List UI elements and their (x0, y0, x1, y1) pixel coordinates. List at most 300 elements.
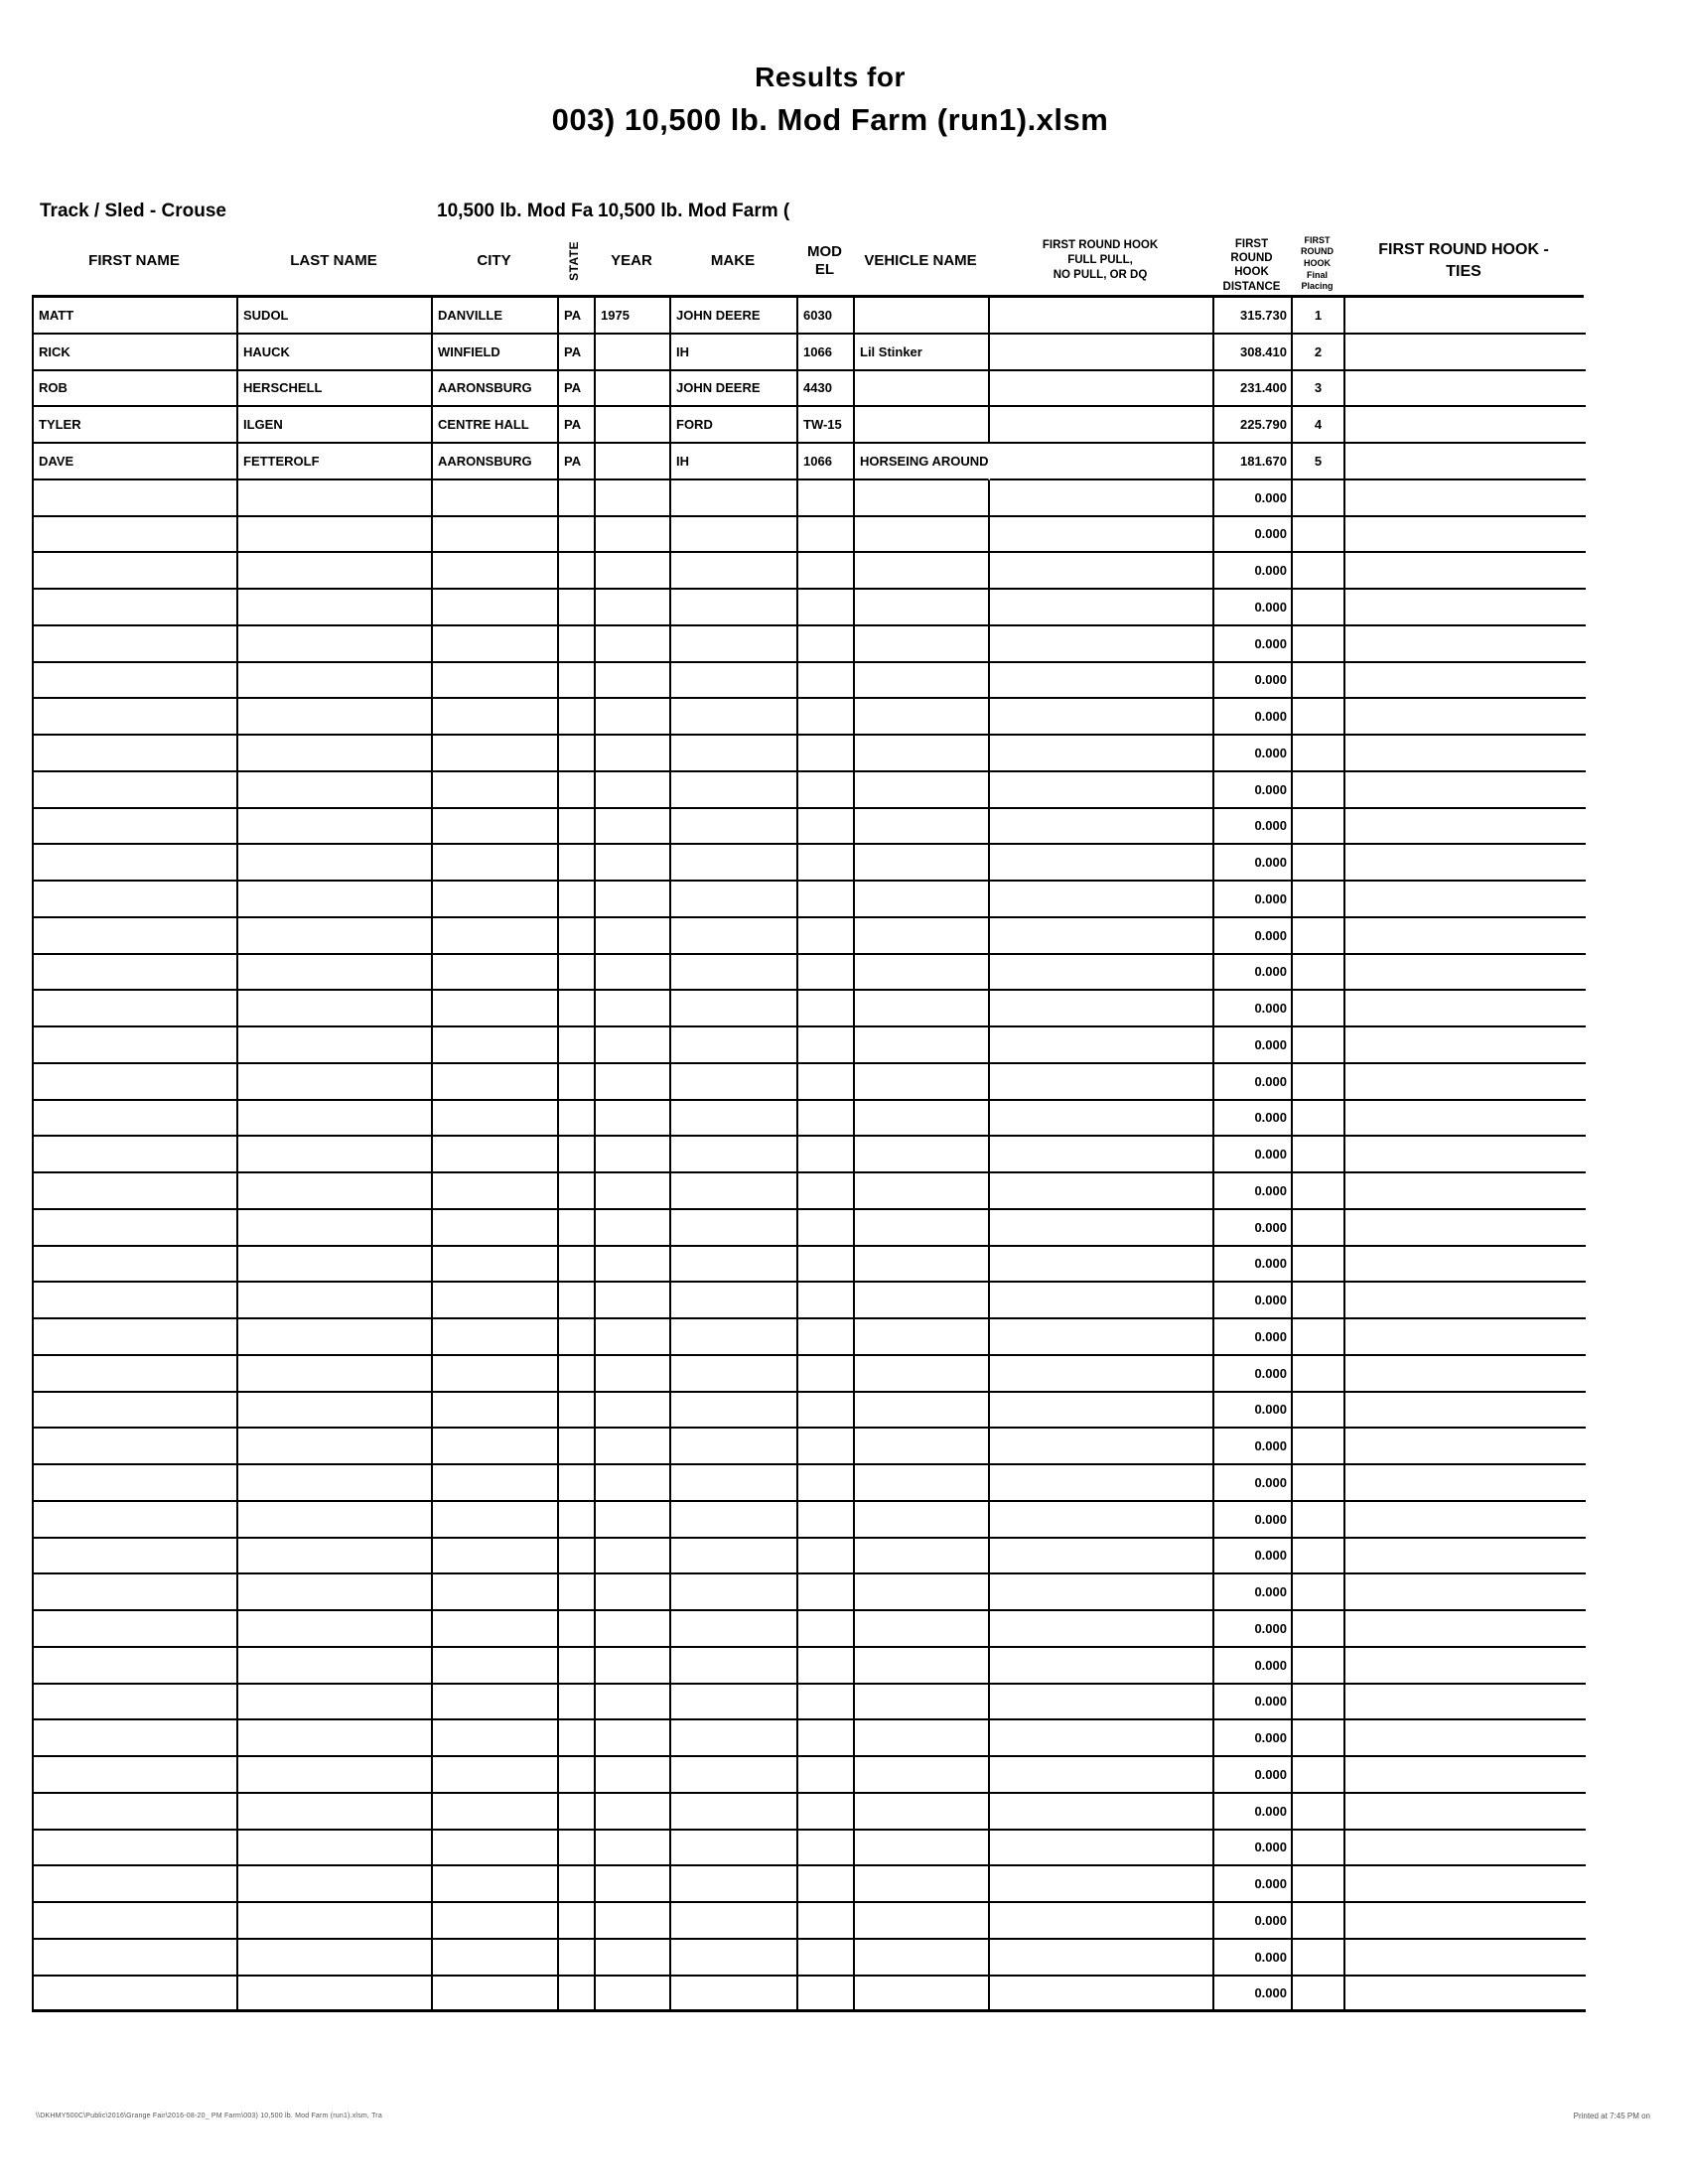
cell-first-name (34, 1393, 238, 1430)
cell-state (559, 1648, 596, 1685)
cell-year (596, 1064, 671, 1101)
cell-final-placing (1293, 626, 1345, 663)
cell-hook-ties (1345, 444, 1586, 480)
cell-hook-ties (1345, 1977, 1586, 2013)
cell-model (798, 1210, 855, 1247)
cell-hook-ties (1345, 1356, 1586, 1393)
cell-hook-ties (1345, 1319, 1586, 1356)
table-header-row (32, 226, 1584, 298)
table-row (32, 663, 1584, 700)
cell-last-name (238, 736, 433, 772)
cell-model: 1066 (798, 335, 855, 371)
cell-model (798, 772, 855, 809)
cell-last-name: ILGEN (238, 407, 433, 444)
cell-last-name (238, 590, 433, 626)
cell-last-name (238, 1064, 433, 1101)
cell-full-pull (990, 1903, 1214, 1940)
cell-first-name (34, 1685, 238, 1721)
cell-vehicle-name (855, 1831, 990, 1867)
table-row (32, 1831, 1584, 1867)
cell-full-pull (990, 991, 1214, 1027)
cell-city (433, 553, 559, 590)
cell-city (433, 480, 559, 517)
cell-year (596, 1940, 671, 1977)
cell-city (433, 809, 559, 846)
cell-city (433, 772, 559, 809)
cell-full-pull (990, 1283, 1214, 1319)
cell-first-name (34, 1502, 238, 1539)
cell-city: CENTRE HALL (433, 407, 559, 444)
cell-hook-distance: 0.000 (1214, 1831, 1293, 1867)
cell-vehicle-name (855, 1247, 990, 1284)
cell-first-name (34, 1283, 238, 1319)
cell-hook-ties (1345, 1393, 1586, 1430)
table-row (32, 480, 1584, 517)
cell-city (433, 1539, 559, 1575)
cell-vehicle-name (855, 1283, 990, 1319)
cell-city: AARONSBURG (433, 444, 559, 480)
cell-vehicle-name (855, 663, 990, 700)
class-name-left: 10,500 lb. Mod Fa (437, 201, 594, 221)
cell-year (596, 1757, 671, 1794)
cell-state (559, 845, 596, 882)
cell-make (671, 1319, 798, 1356)
cell-last-name (238, 955, 433, 992)
cell-vehicle-name (855, 407, 990, 444)
table-row (32, 1210, 1584, 1247)
cell-hook-distance: 0.000 (1214, 1064, 1293, 1101)
cell-year (596, 1685, 671, 1721)
header-state: STATE (567, 240, 582, 281)
cell-first-name (34, 1940, 238, 1977)
cell-full-pull (990, 1502, 1214, 1539)
table-row (32, 1794, 1584, 1831)
cell-year (596, 1502, 671, 1539)
cell-last-name (238, 553, 433, 590)
cell-state (559, 1685, 596, 1721)
table-row (32, 1757, 1584, 1794)
cell-year (596, 882, 671, 918)
cell-first-name (34, 1137, 238, 1173)
cell-model (798, 1137, 855, 1173)
cell-last-name (238, 845, 433, 882)
cell-vehicle-name (855, 1794, 990, 1831)
cell-vehicle-name (855, 371, 990, 408)
cell-make (671, 1539, 798, 1575)
cell-state (559, 736, 596, 772)
cell-state (559, 1393, 596, 1430)
cell-hook-ties (1345, 590, 1586, 626)
cell-hook-distance: 0.000 (1214, 991, 1293, 1027)
cell-state (559, 1977, 596, 2013)
cell-last-name (238, 517, 433, 554)
cell-last-name (238, 991, 433, 1027)
table-row (32, 1429, 1584, 1465)
cell-year (596, 1648, 671, 1685)
cell-year (596, 736, 671, 772)
table-row (32, 1101, 1584, 1138)
cell-hook-ties (1345, 1685, 1586, 1721)
cell-year (596, 699, 671, 736)
cell-vehicle-name (855, 1356, 990, 1393)
cell-hook-ties (1345, 1283, 1586, 1319)
cell-final-placing (1293, 1574, 1345, 1611)
cell-hook-distance: 0.000 (1214, 1611, 1293, 1648)
cell-make (671, 1757, 798, 1794)
cell-hook-ties (1345, 1027, 1586, 1064)
cell-vehicle-name (855, 1465, 990, 1502)
cell-year (596, 772, 671, 809)
cell-model: 6030 (798, 298, 855, 335)
cell-last-name (238, 663, 433, 700)
cell-model (798, 882, 855, 918)
cell-year (596, 845, 671, 882)
cell-final-placing (1293, 1137, 1345, 1173)
cell-hook-ties (1345, 335, 1586, 371)
cell-year (596, 1283, 671, 1319)
cell-state (559, 1027, 596, 1064)
cell-hook-distance: 0.000 (1214, 1137, 1293, 1173)
results-table (32, 226, 1584, 2012)
cell-last-name (238, 1502, 433, 1539)
cell-year (596, 1831, 671, 1867)
cell-final-placing (1293, 1064, 1345, 1101)
cell-full-pull (990, 407, 1214, 444)
cell-city (433, 663, 559, 700)
cell-full-pull (990, 1685, 1214, 1721)
cell-state (559, 1429, 596, 1465)
footer-file-path: \\DKHMY500C\Public\2016\Grange Fair\2016-08-20_ PM Farm\003) 10,500 lb. Mod Farm (run1).xlsm, Tra (36, 2113, 382, 2119)
cell-hook-ties (1345, 1429, 1586, 1465)
cell-hook-distance: 0.000 (1214, 1866, 1293, 1903)
cell-city: WINFIELD (433, 335, 559, 371)
cell-final-placing (1293, 1685, 1345, 1721)
cell-final-placing (1293, 480, 1345, 517)
cell-first-name (34, 1429, 238, 1465)
cell-state (559, 1465, 596, 1502)
cell-hook-distance: 0.000 (1214, 517, 1293, 554)
cell-hook-ties (1345, 1247, 1586, 1284)
header-last-name: LAST NAME (290, 251, 377, 269)
cell-final-placing (1293, 1465, 1345, 1502)
cell-vehicle-name (855, 1866, 990, 1903)
cell-year (596, 517, 671, 554)
cell-hook-ties (1345, 407, 1586, 444)
cell-state (559, 1611, 596, 1648)
cell-year (596, 809, 671, 846)
table-row (32, 736, 1584, 772)
cell-hook-distance: 0.000 (1214, 1210, 1293, 1247)
cell-year (596, 626, 671, 663)
cell-vehicle-name (855, 1137, 990, 1173)
cell-year (596, 407, 671, 444)
cell-state: PA (559, 298, 596, 335)
cell-state: PA (559, 407, 596, 444)
cell-make (671, 590, 798, 626)
cell-make (671, 1685, 798, 1721)
cell-vehicle-name (855, 772, 990, 809)
cell-year (596, 1611, 671, 1648)
cell-hook-ties (1345, 699, 1586, 736)
header-model: MOD EL (807, 242, 842, 278)
cell-make (671, 1247, 798, 1284)
cell-hook-ties (1345, 845, 1586, 882)
cell-model (798, 845, 855, 882)
cell-last-name (238, 882, 433, 918)
cell-make (671, 1866, 798, 1903)
cell-full-pull (990, 955, 1214, 992)
cell-vehicle-name (855, 699, 990, 736)
cell-state (559, 1319, 596, 1356)
cell-final-placing (1293, 1903, 1345, 1940)
cell-city (433, 1831, 559, 1867)
cell-year (596, 335, 671, 371)
cell-model (798, 626, 855, 663)
cell-first-name (34, 1064, 238, 1101)
cell-year (596, 371, 671, 408)
cell-city (433, 1429, 559, 1465)
cell-year (596, 1465, 671, 1502)
header-hook-ties: FIRST ROUND HOOK - TIES (1378, 240, 1549, 280)
cell-last-name (238, 918, 433, 955)
cell-make (671, 1794, 798, 1831)
cell-first-name (34, 918, 238, 955)
cell-hook-ties (1345, 1173, 1586, 1210)
cell-full-pull (990, 918, 1214, 955)
cell-hook-distance: 0.000 (1214, 1247, 1293, 1284)
cell-city (433, 1465, 559, 1502)
cell-year (596, 1393, 671, 1430)
cell-city: AARONSBURG (433, 371, 559, 408)
cell-make (671, 1465, 798, 1502)
table-row (32, 298, 1584, 335)
cell-city (433, 1611, 559, 1648)
cell-full-pull (990, 298, 1214, 335)
cell-full-pull (990, 1319, 1214, 1356)
cell-first-name: MATT (34, 298, 238, 335)
cell-hook-ties (1345, 1757, 1586, 1794)
table-row (32, 553, 1584, 590)
cell-state (559, 480, 596, 517)
cell-model (798, 1247, 855, 1284)
cell-hook-ties (1345, 553, 1586, 590)
cell-city (433, 955, 559, 992)
cell-hook-ties (1345, 736, 1586, 772)
cell-final-placing: 5 (1293, 444, 1345, 480)
cell-hook-ties (1345, 371, 1586, 408)
cell-hook-ties (1345, 809, 1586, 846)
cell-year (596, 1247, 671, 1284)
cell-make (671, 1173, 798, 1210)
cell-model (798, 1539, 855, 1575)
cell-full-pull (990, 480, 1214, 517)
cell-make (671, 1210, 798, 1247)
cell-vehicle-name (855, 991, 990, 1027)
cell-model (798, 1685, 855, 1721)
cell-model (798, 1465, 855, 1502)
table-row (32, 1173, 1584, 1210)
cell-last-name (238, 1319, 433, 1356)
cell-city (433, 1940, 559, 1977)
cell-full-pull (990, 1866, 1214, 1903)
cell-model: TW-15 (798, 407, 855, 444)
cell-vehicle-name (855, 1502, 990, 1539)
cell-first-name (34, 1574, 238, 1611)
cell-full-pull (990, 626, 1214, 663)
report-title-line2: 003) 10,500 lb. Mod Farm (run1).xlsm (551, 102, 1109, 137)
cell-first-name (34, 1539, 238, 1575)
cell-final-placing: 1 (1293, 298, 1345, 335)
cell-first-name (34, 736, 238, 772)
cell-vehicle-name (855, 1064, 990, 1101)
cell-make (671, 1648, 798, 1685)
cell-full-pull (990, 590, 1214, 626)
cell-hook-distance: 0.000 (1214, 1720, 1293, 1757)
cell-make (671, 480, 798, 517)
cell-make (671, 1283, 798, 1319)
cell-last-name (238, 1611, 433, 1648)
cell-hook-ties (1345, 955, 1586, 992)
cell-model (798, 955, 855, 992)
cell-make (671, 809, 798, 846)
header-year: YEAR (611, 251, 652, 269)
cell-last-name (238, 1794, 433, 1831)
cell-year (596, 444, 671, 480)
cell-last-name (238, 1903, 433, 1940)
cell-model (798, 809, 855, 846)
cell-model (798, 1356, 855, 1393)
cell-vehicle-name (855, 1393, 990, 1430)
cell-final-placing (1293, 517, 1345, 554)
cell-hook-ties (1345, 480, 1586, 517)
cell-first-name (34, 1319, 238, 1356)
cell-final-placing (1293, 553, 1345, 590)
table-body (32, 298, 1584, 2012)
cell-model: 1066 (798, 444, 855, 480)
table-row (32, 1393, 1584, 1430)
cell-hook-distance: 0.000 (1214, 1173, 1293, 1210)
cell-hook-distance: 0.000 (1214, 1977, 1293, 2013)
cell-hook-ties (1345, 1064, 1586, 1101)
cell-state (559, 1757, 596, 1794)
cell-hook-distance: 231.400 (1214, 371, 1293, 408)
cell-final-placing (1293, 1977, 1345, 2013)
cell-state (559, 699, 596, 736)
table-row (32, 1539, 1584, 1575)
cell-full-pull (990, 1611, 1214, 1648)
cell-full-pull (990, 1757, 1214, 1794)
cell-state (559, 553, 596, 590)
cell-make (671, 553, 798, 590)
cell-first-name (34, 955, 238, 992)
cell-state (559, 1101, 596, 1138)
cell-final-placing (1293, 663, 1345, 700)
cell-make (671, 1831, 798, 1867)
cell-state (559, 991, 596, 1027)
cell-city (433, 736, 559, 772)
cell-final-placing (1293, 1539, 1345, 1575)
cell-hook-ties (1345, 1794, 1586, 1831)
cell-year: 1975 (596, 298, 671, 335)
cell-vehicle-name (855, 298, 990, 335)
cell-hook-distance: 0.000 (1214, 1356, 1293, 1393)
cell-first-name (34, 1210, 238, 1247)
cell-year (596, 1101, 671, 1138)
cell-last-name (238, 1866, 433, 1903)
cell-last-name (238, 1465, 433, 1502)
cell-vehicle-name (855, 1685, 990, 1721)
cell-last-name: FETTEROLF (238, 444, 433, 480)
cell-full-pull (990, 371, 1214, 408)
cell-hook-ties (1345, 772, 1586, 809)
cell-city (433, 845, 559, 882)
cell-city (433, 1356, 559, 1393)
cell-first-name (34, 882, 238, 918)
table-row (32, 699, 1584, 736)
cell-vehicle-name (855, 590, 990, 626)
cell-state (559, 1210, 596, 1247)
cell-state (559, 1903, 596, 1940)
cell-make (671, 1574, 798, 1611)
cell-year (596, 1210, 671, 1247)
cell-first-name (34, 1247, 238, 1284)
cell-final-placing: 3 (1293, 371, 1345, 408)
cell-first-name (34, 1720, 238, 1757)
header-full-pull: FIRST ROUND HOOK FULL PULL, NO PULL, OR DQ (1042, 239, 1159, 281)
cell-hook-distance: 0.000 (1214, 1757, 1293, 1794)
table-row (32, 626, 1584, 663)
cell-vehicle-name (855, 1757, 990, 1794)
cell-hook-distance: 315.730 (1214, 298, 1293, 335)
cell-hook-distance: 0.000 (1214, 590, 1293, 626)
cell-model (798, 1977, 855, 2013)
cell-final-placing (1293, 590, 1345, 626)
cell-last-name: SUDOL (238, 298, 433, 335)
cell-full-pull (990, 772, 1214, 809)
cell-last-name (238, 1137, 433, 1173)
cell-first-name (34, 699, 238, 736)
cell-model (798, 1502, 855, 1539)
cell-city (433, 1685, 559, 1721)
cell-model: 4430 (798, 371, 855, 408)
cell-make (671, 1393, 798, 1430)
cell-full-pull (990, 517, 1214, 554)
cell-city (433, 1866, 559, 1903)
cell-last-name (238, 699, 433, 736)
cell-state: PA (559, 335, 596, 371)
cell-last-name (238, 1247, 433, 1284)
cell-make: IH (671, 335, 798, 371)
cell-hook-distance: 0.000 (1214, 1319, 1293, 1356)
cell-city (433, 1319, 559, 1356)
table-row (32, 1903, 1584, 1940)
cell-last-name (238, 772, 433, 809)
cell-year (596, 590, 671, 626)
cell-last-name (238, 1685, 433, 1721)
cell-hook-distance: 225.790 (1214, 407, 1293, 444)
cell-state (559, 1940, 596, 1977)
cell-model (798, 1027, 855, 1064)
cell-state (559, 1247, 596, 1284)
cell-hook-distance: 0.000 (1214, 1685, 1293, 1721)
cell-city (433, 1977, 559, 2013)
cell-make (671, 955, 798, 992)
cell-final-placing (1293, 1247, 1345, 1284)
cell-make (671, 1064, 798, 1101)
cell-full-pull (990, 1101, 1214, 1138)
cell-make (671, 845, 798, 882)
header-vehicle-name: VEHICLE NAME (864, 251, 977, 269)
